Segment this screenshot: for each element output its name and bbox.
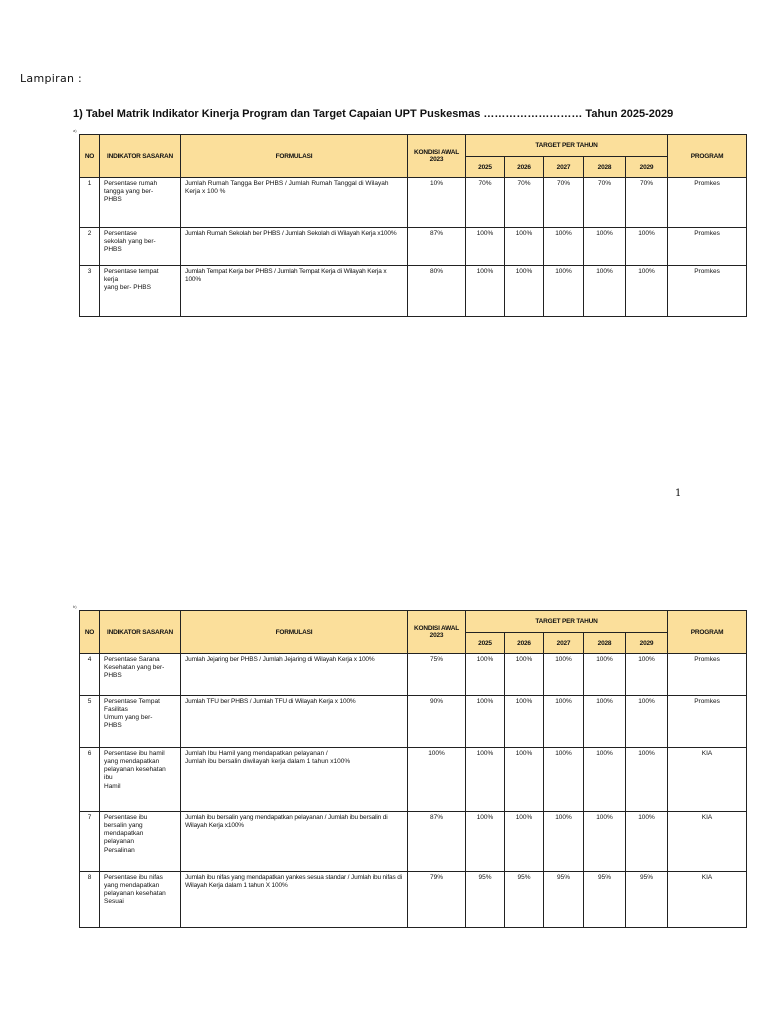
- cell-target: 70%: [466, 178, 505, 228]
- cell-program: Promkes: [668, 696, 747, 748]
- cell-target: 100%: [505, 748, 544, 812]
- cell-target: 100%: [505, 266, 544, 317]
- cell-indikator: Persentase sekolah yang ber- PHBS: [100, 228, 181, 266]
- cell-no: 3: [80, 266, 100, 317]
- cell-target: 100%: [466, 812, 505, 872]
- cell-formulasi: Jumlah ibu nifas yang mendapatkan yankes sesua standar / Jumlah ibu nifas di Wilayah Kerja dalam 1 tahun X 100%: [181, 872, 408, 928]
- cell-target: 100%: [466, 654, 505, 696]
- cell-target: 95%: [626, 872, 668, 928]
- cell-kondisi: 90%: [408, 696, 466, 748]
- cell-target: 100%: [466, 266, 505, 317]
- col-header-indikator: INDIKATOR SASARAN: [100, 611, 181, 654]
- cell-target: 100%: [626, 812, 668, 872]
- cell-no: 2: [80, 228, 100, 266]
- cell-program: Promkes: [668, 654, 747, 696]
- col-header-year: 2026: [505, 633, 544, 654]
- cell-target: 100%: [584, 228, 626, 266]
- cell-indikator: Persentase ibu nifas yang mendapatkan pelayanan kesehatan Sesuai: [100, 872, 181, 928]
- col-header-year: 2025: [466, 157, 505, 178]
- table-row: [80, 654, 747, 696]
- cell-kondisi: 87%: [408, 812, 466, 872]
- table-row: [80, 696, 747, 748]
- cell-target: 100%: [584, 696, 626, 748]
- cell-formulasi: Jumlah Tempat Kerja ber PHBS / Jumlah Tempat Kerja di Wilayah Kerja x 100%: [181, 266, 408, 317]
- document-title: 1) Tabel Matrik Indikator Kinerja Program dan Target Capaian UPT Puskesmas ……………………… Tahun 2025-2029: [73, 108, 674, 120]
- cell-formulasi: Jumlah Rumah Sekolah ber PHBS / Jumlah Sekolah di Wilayah Kerja x100%: [181, 228, 408, 266]
- cell-target: 100%: [544, 696, 584, 748]
- cell-formulasi: Jumlah TFU ber PHBS / Jumlah TFU di Wilayah Kerja x 100%: [181, 696, 408, 748]
- table-row: [80, 748, 747, 812]
- cell-kondisi: 75%: [408, 654, 466, 696]
- cell-kondisi: 10%: [408, 178, 466, 228]
- col-header-program: PROGRAM: [668, 611, 747, 654]
- cell-kondisi: 80%: [408, 266, 466, 317]
- cell-target: 95%: [544, 872, 584, 928]
- cell-target: 100%: [505, 696, 544, 748]
- cell-target: 100%: [544, 748, 584, 812]
- cell-target: 70%: [544, 178, 584, 228]
- col-header-target: TARGET PER TAHUN: [466, 611, 668, 633]
- cell-formulasi: Jumlah Rumah Tangga Ber PHBS / Jumlah Rumah Tanggal di Wilayah Kerja x 100 %: [181, 178, 408, 228]
- section-mark-a: a): [73, 128, 77, 133]
- cell-target: 100%: [466, 696, 505, 748]
- cell-target: 70%: [584, 178, 626, 228]
- col-header-formulasi: FORMULASI: [181, 611, 408, 654]
- cell-target: 100%: [626, 266, 668, 317]
- col-header-kondisi: KONDISI AWAL 2023: [408, 135, 466, 178]
- cell-formulasi: Jumlah ibu bersalin yang mendapatkan pelayanan / Jumlah ibu bersalin di Wilayah Kerja x100%: [181, 812, 408, 872]
- col-header-no: NO: [80, 611, 100, 654]
- cell-kondisi: 100%: [408, 748, 466, 812]
- cell-program: KIA: [668, 872, 747, 928]
- cell-no: 5: [80, 696, 100, 748]
- cell-target: 95%: [505, 872, 544, 928]
- cell-target: 100%: [544, 654, 584, 696]
- col-header-year: 2025: [466, 633, 505, 654]
- col-header-target: TARGET PER TAHUN: [466, 135, 668, 157]
- col-header-no: NO: [80, 135, 100, 178]
- cell-indikator: Persentase Tempat Fasilitas Umum yang ber- PHBS: [100, 696, 181, 748]
- cell-target: 100%: [505, 812, 544, 872]
- col-header-year: 2027: [544, 633, 584, 654]
- cell-program: Promkes: [668, 266, 747, 317]
- cell-target: 100%: [544, 266, 584, 317]
- table-row: [80, 228, 747, 266]
- cell-target: 100%: [626, 228, 668, 266]
- cell-target: 100%: [626, 654, 668, 696]
- cell-target: 100%: [505, 228, 544, 266]
- table-row: [80, 266, 747, 317]
- indikator-table-2: [79, 610, 747, 928]
- cell-target: 100%: [584, 748, 626, 812]
- col-header-year: 2029: [626, 633, 668, 654]
- cell-no: 4: [80, 654, 100, 696]
- cell-indikator: Persentase rumah tangga yang ber- PHBS: [100, 178, 181, 228]
- cell-target: 95%: [466, 872, 505, 928]
- cell-no: 8: [80, 872, 100, 928]
- page-number: 1: [675, 488, 682, 499]
- cell-no: 6: [80, 748, 100, 812]
- cell-target: 100%: [584, 266, 626, 317]
- cell-target: 100%: [466, 228, 505, 266]
- cell-indikator: Persentase ibu bersalin yang mendapatkan pelayanan Persalinan: [100, 812, 181, 872]
- cell-target: 100%: [466, 748, 505, 812]
- col-header-program: PROGRAM: [668, 135, 747, 178]
- cell-kondisi: 87%: [408, 228, 466, 266]
- col-header-kondisi: KONDISI AWAL 2023: [408, 611, 466, 654]
- cell-target: 70%: [626, 178, 668, 228]
- indikator-table-1: [79, 134, 747, 317]
- cell-target: 100%: [584, 812, 626, 872]
- cell-target: 100%: [626, 748, 668, 812]
- cell-program: KIA: [668, 748, 747, 812]
- cell-program: Promkes: [668, 228, 747, 266]
- cell-no: 7: [80, 812, 100, 872]
- cell-program: Promkes: [668, 178, 747, 228]
- cell-target: 100%: [626, 696, 668, 748]
- cell-target: 70%: [505, 178, 544, 228]
- cell-indikator: Persentase tempat kerja yang ber- PHBS: [100, 266, 181, 317]
- cell-no: 1: [80, 178, 100, 228]
- col-header-year: 2028: [584, 633, 626, 654]
- lampiran-label: Lampiran :: [20, 72, 83, 85]
- table-row: [80, 812, 747, 872]
- cell-indikator: Persentase ibu hamil yang mendapatkan pelayanan kesehatan ibu Hamil: [100, 748, 181, 812]
- cell-target: 95%: [584, 872, 626, 928]
- col-header-formulasi: FORMULASI: [181, 135, 408, 178]
- cell-target: 100%: [544, 228, 584, 266]
- cell-program: KIA: [668, 812, 747, 872]
- table-row: [80, 178, 747, 228]
- cell-target: 100%: [505, 654, 544, 696]
- col-header-year: 2026: [505, 157, 544, 178]
- cell-target: 100%: [544, 812, 584, 872]
- col-header-year: 2028: [584, 157, 626, 178]
- cell-kondisi: 79%: [408, 872, 466, 928]
- cell-target: 100%: [584, 654, 626, 696]
- cell-indikator: Persentase Sarana Kesehatan yang ber- PHBS: [100, 654, 181, 696]
- col-header-year: 2027: [544, 157, 584, 178]
- section-mark-b: b): [73, 604, 77, 609]
- cell-formulasi: Jumlah Jejaring ber PHBS / Jumlah Jejaring di Wilayah Kerja x 100%: [181, 654, 408, 696]
- cell-formulasi: Jumlah Ibu Hamil yang mendapatkan pelayanan / Jumlah ibu bersalin diwilayah kerja dalam 1 tahun x100%: [181, 748, 408, 812]
- col-header-indikator: INDIKATOR SASARAN: [100, 135, 181, 178]
- col-header-year: 2029: [626, 157, 668, 178]
- table-row: [80, 872, 747, 928]
